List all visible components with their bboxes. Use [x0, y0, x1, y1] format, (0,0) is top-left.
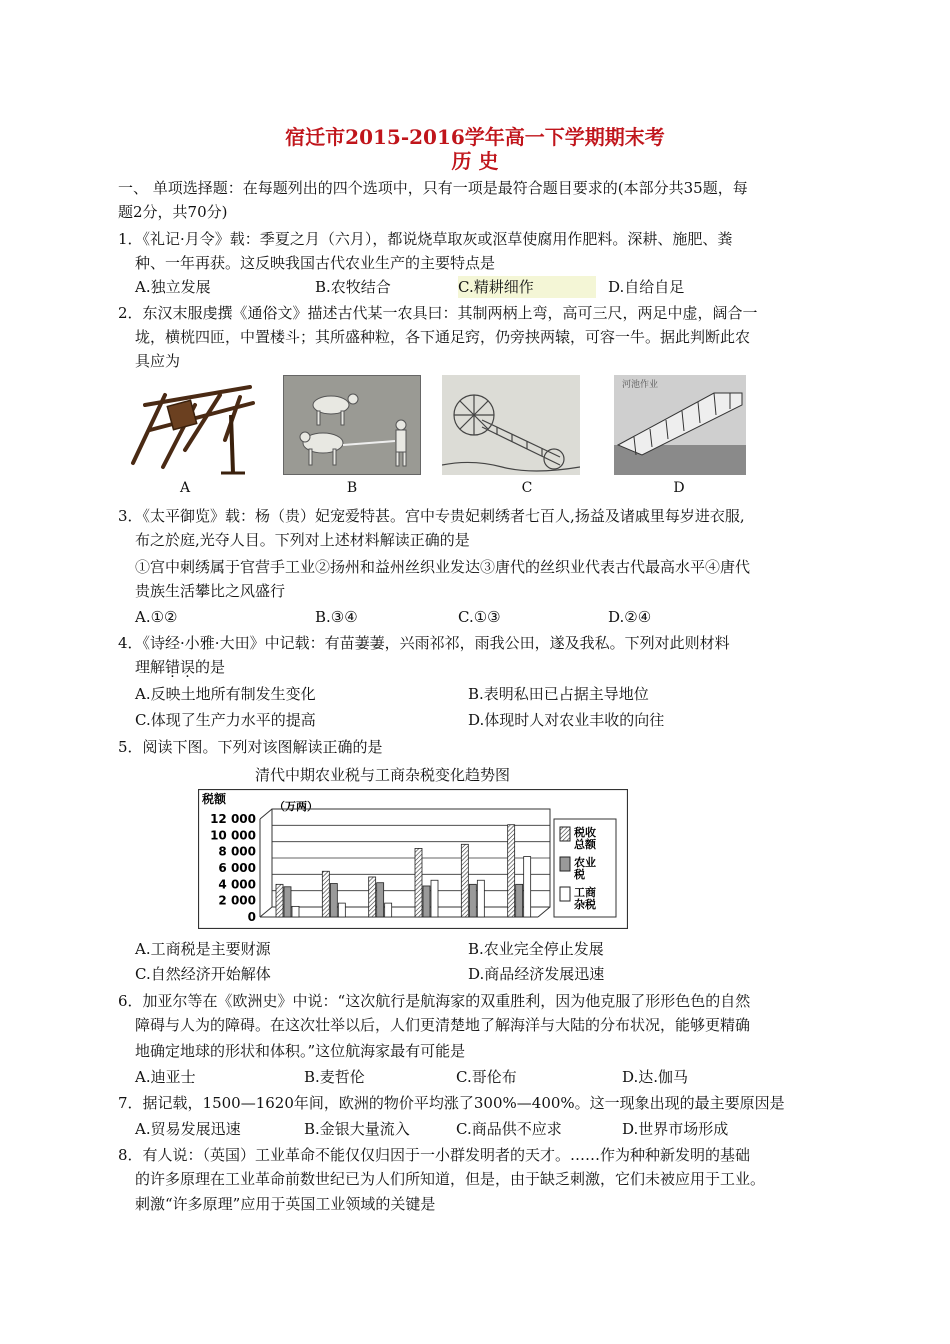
chart-bar	[461, 844, 468, 917]
tax-trend-chart	[198, 789, 628, 929]
chart-bar	[292, 906, 299, 917]
chart-legend-swatch	[560, 887, 570, 901]
chart-bar	[322, 871, 329, 917]
chart-ylabel: 税额	[202, 792, 227, 806]
q7-option-c[interactable]: C.商品供不应求	[456, 1120, 562, 1138]
chart-bar	[469, 884, 476, 917]
chain-pump-label: 河池作业	[622, 380, 659, 390]
q4-stem: 4．《诗经·小雅·大田》中记载：有苗萋萋，兴雨祁祁，雨我公田，遂及我私。下列对此则材料	[118, 634, 730, 652]
q5-option-a[interactable]: A.工商税是主要财源	[135, 940, 271, 958]
chart-ytick-label: 6 000	[218, 861, 256, 875]
q4-option-c[interactable]: C.体现了生产力水平的提高	[135, 711, 316, 729]
q6-option-d[interactable]: D.达.伽马	[622, 1068, 689, 1086]
section-heading-cont: 题2分，共70分)	[118, 203, 228, 221]
chart-ytick-label: 2 000	[218, 893, 256, 908]
chart-title: 清代中期农业税与工商杂税变化趋势图	[255, 766, 511, 784]
q8-stem: 8．有人说：（英国）工业革命不能仅仅归因于一小群发明者的天才。……作为种种新发明的基础	[118, 1146, 751, 1164]
chart-bar	[377, 883, 384, 917]
chart-bar	[284, 887, 291, 917]
q8-stem-cont2: 刺激“许多原理”应用于英国工业领域的关键是	[135, 1195, 436, 1213]
chart-unit: （万两）	[274, 800, 318, 813]
q5-option-c[interactable]: C.自然经济开始解体	[135, 965, 271, 983]
chart-bar	[338, 903, 345, 917]
q7-option-d[interactable]: D.世界市场形成	[622, 1120, 729, 1138]
chart-legend-label: 农业税	[574, 856, 596, 881]
chart-bar	[385, 903, 392, 917]
q2-caption-d[interactable]: D	[673, 480, 685, 496]
subject-title: 历 史	[451, 149, 499, 173]
q4-stem-pre: 理解	[135, 658, 166, 676]
q2-stem-cont: 垅，横桄四匝，中置楼斗；其所盛种粒，各下通足窍，仍旁挟两辕，可容一牛。据此判断此农	[135, 328, 751, 346]
chart-legend-label: 工商杂税	[574, 886, 596, 911]
q4-option-d[interactable]: D.体现时人对农业丰收的向往	[468, 711, 665, 729]
q7-option-b[interactable]: B.金银大量流入	[304, 1120, 410, 1138]
chart-bar	[423, 886, 430, 917]
q4-option-a[interactable]: A.反映土地所有制发生变化	[135, 685, 316, 703]
chart-bar	[276, 884, 283, 917]
chart-bar	[369, 877, 376, 917]
q1-option-c[interactable]: C.精耕细作	[458, 276, 596, 298]
q3-option-d[interactable]: D.②④	[608, 608, 652, 626]
chart-bar	[431, 880, 438, 917]
seed-drill-photo[interactable]	[125, 375, 265, 475]
chart-bar	[477, 880, 484, 917]
q8-stem-cont: 的许多原理在工业革命前数世纪已为人们所知道，但是，由于缺乏刺激，它们未被应用于工业。	[135, 1170, 766, 1188]
q5-stem: 5．阅读下图。下列对该图解读正确的是	[118, 738, 383, 756]
q4-emphasis-1: 错	[165, 658, 181, 676]
q3-option-a[interactable]: A.①②	[135, 608, 178, 626]
chart-bar	[330, 884, 337, 917]
ox-plough-relief[interactable]	[283, 375, 421, 475]
q5-option-b[interactable]: B.农业完全停止发展	[468, 940, 604, 958]
chart-legend-swatch	[560, 827, 570, 841]
exam-title: 宿迁市2015-2016学年高一下学期期末考	[285, 125, 665, 149]
chart-legend-swatch	[560, 857, 570, 871]
chart-ytick-label: 4 000	[218, 877, 256, 892]
q1-stem: 1．《礼记·月令》载：季夏之月（六月），都说烧草取灰或沤草使腐用作肥料。深耕、施肥、粪	[118, 230, 733, 248]
section-heading: 一、 单项选择题：在每题列出的四个选项中，只有一项是最符合题目要求的(本部分共35题，每	[118, 179, 748, 197]
chart-bar	[524, 857, 531, 917]
q6-stem-cont: 障碍与人为的障碍。在这次壮举以后，人们更清楚地了解海洋与大陆的分布状况，能够更精确	[135, 1016, 751, 1034]
q6-stem: 6．加亚尔等在《欧洲史》中说：“这次航行是航海家的双重胜利，因为他克服了形形色色的自然	[118, 992, 751, 1010]
q6-option-b[interactable]: B.麦哲伦	[304, 1068, 365, 1086]
q3-statements: ①宫中刺绣属于官营手工业②扬州和益州丝织业发达③唐代的丝织业代表古代最高水平④唐代	[135, 558, 751, 576]
q3-option-c[interactable]: C.①③	[458, 608, 501, 626]
chart-ytick-label: 8 000	[218, 844, 256, 859]
q3-stem-cont: 布之於庭,光夺人目。下列对上述材料解读正确的是	[135, 531, 470, 549]
chart-bar	[508, 825, 515, 917]
chart-bar	[415, 848, 422, 917]
q1-option-d[interactable]: D.自给自足	[608, 278, 685, 296]
q7-option-a[interactable]: A.贸易发展迅速	[135, 1120, 241, 1138]
chart-bar	[516, 884, 523, 917]
q4-stem-post: 的是	[195, 658, 226, 676]
q6-option-c[interactable]: C.哥伦布	[456, 1068, 517, 1086]
chart-ytick-label: 10 000	[210, 828, 256, 843]
q2-caption-b[interactable]: B	[346, 480, 358, 496]
q6-stem-cont2: 地确定地球的形状和体积。”这位航海家最有可能是	[135, 1042, 466, 1060]
q4-stem-cont	[135, 656, 225, 678]
q1-stem-cont: 种、一年再获。这反映我国古代农业生产的主要特点是	[135, 254, 496, 272]
chart-ytick-label: 0	[247, 910, 256, 924]
q4-option-b[interactable]: B.表明私田已占据主导地位	[468, 685, 649, 703]
q3-statements-cont: 贵族生活攀比之风盛行	[135, 582, 286, 600]
q2-stem-cont2: 具应为	[135, 352, 181, 370]
q2-caption-c[interactable]: C	[521, 480, 533, 496]
q3-stem: 3．《太平御览》载：杨（贵）妃宠爱特甚。宫中专贵妃刺绣者七百人,扬益及诸戚里每岁进衣服,	[118, 507, 745, 525]
chart-ytick-label: 12 000	[210, 812, 256, 826]
waterwheel-sketch[interactable]	[442, 375, 580, 475]
q3-option-b[interactable]: B.③④	[315, 608, 358, 626]
q1-option-b[interactable]: B.农牧结合	[315, 278, 391, 296]
chain-pump-photo[interactable]	[614, 375, 746, 475]
q1-option-a[interactable]: A.独立发展	[135, 278, 211, 296]
chart-legend-label: 税收总额	[574, 826, 596, 851]
q5-option-d[interactable]: D.商品经济发展迅速	[468, 965, 605, 983]
q2-stem: 2．东汉末服虔撰《通俗文》描述古代某一农具曰：其制两柄上弯，高可三尺，两足中虚，阔合一	[118, 304, 758, 322]
q2-caption-a[interactable]: A	[179, 480, 191, 496]
q4-emphasis-2: 误	[180, 658, 196, 676]
q6-option-a[interactable]: A.迪亚士	[135, 1068, 196, 1086]
q7-stem: 7．据记载，1500—1620年间，欧洲的物价平均涨了300%—400%。这一现象出现的最主要原因是	[118, 1094, 785, 1112]
